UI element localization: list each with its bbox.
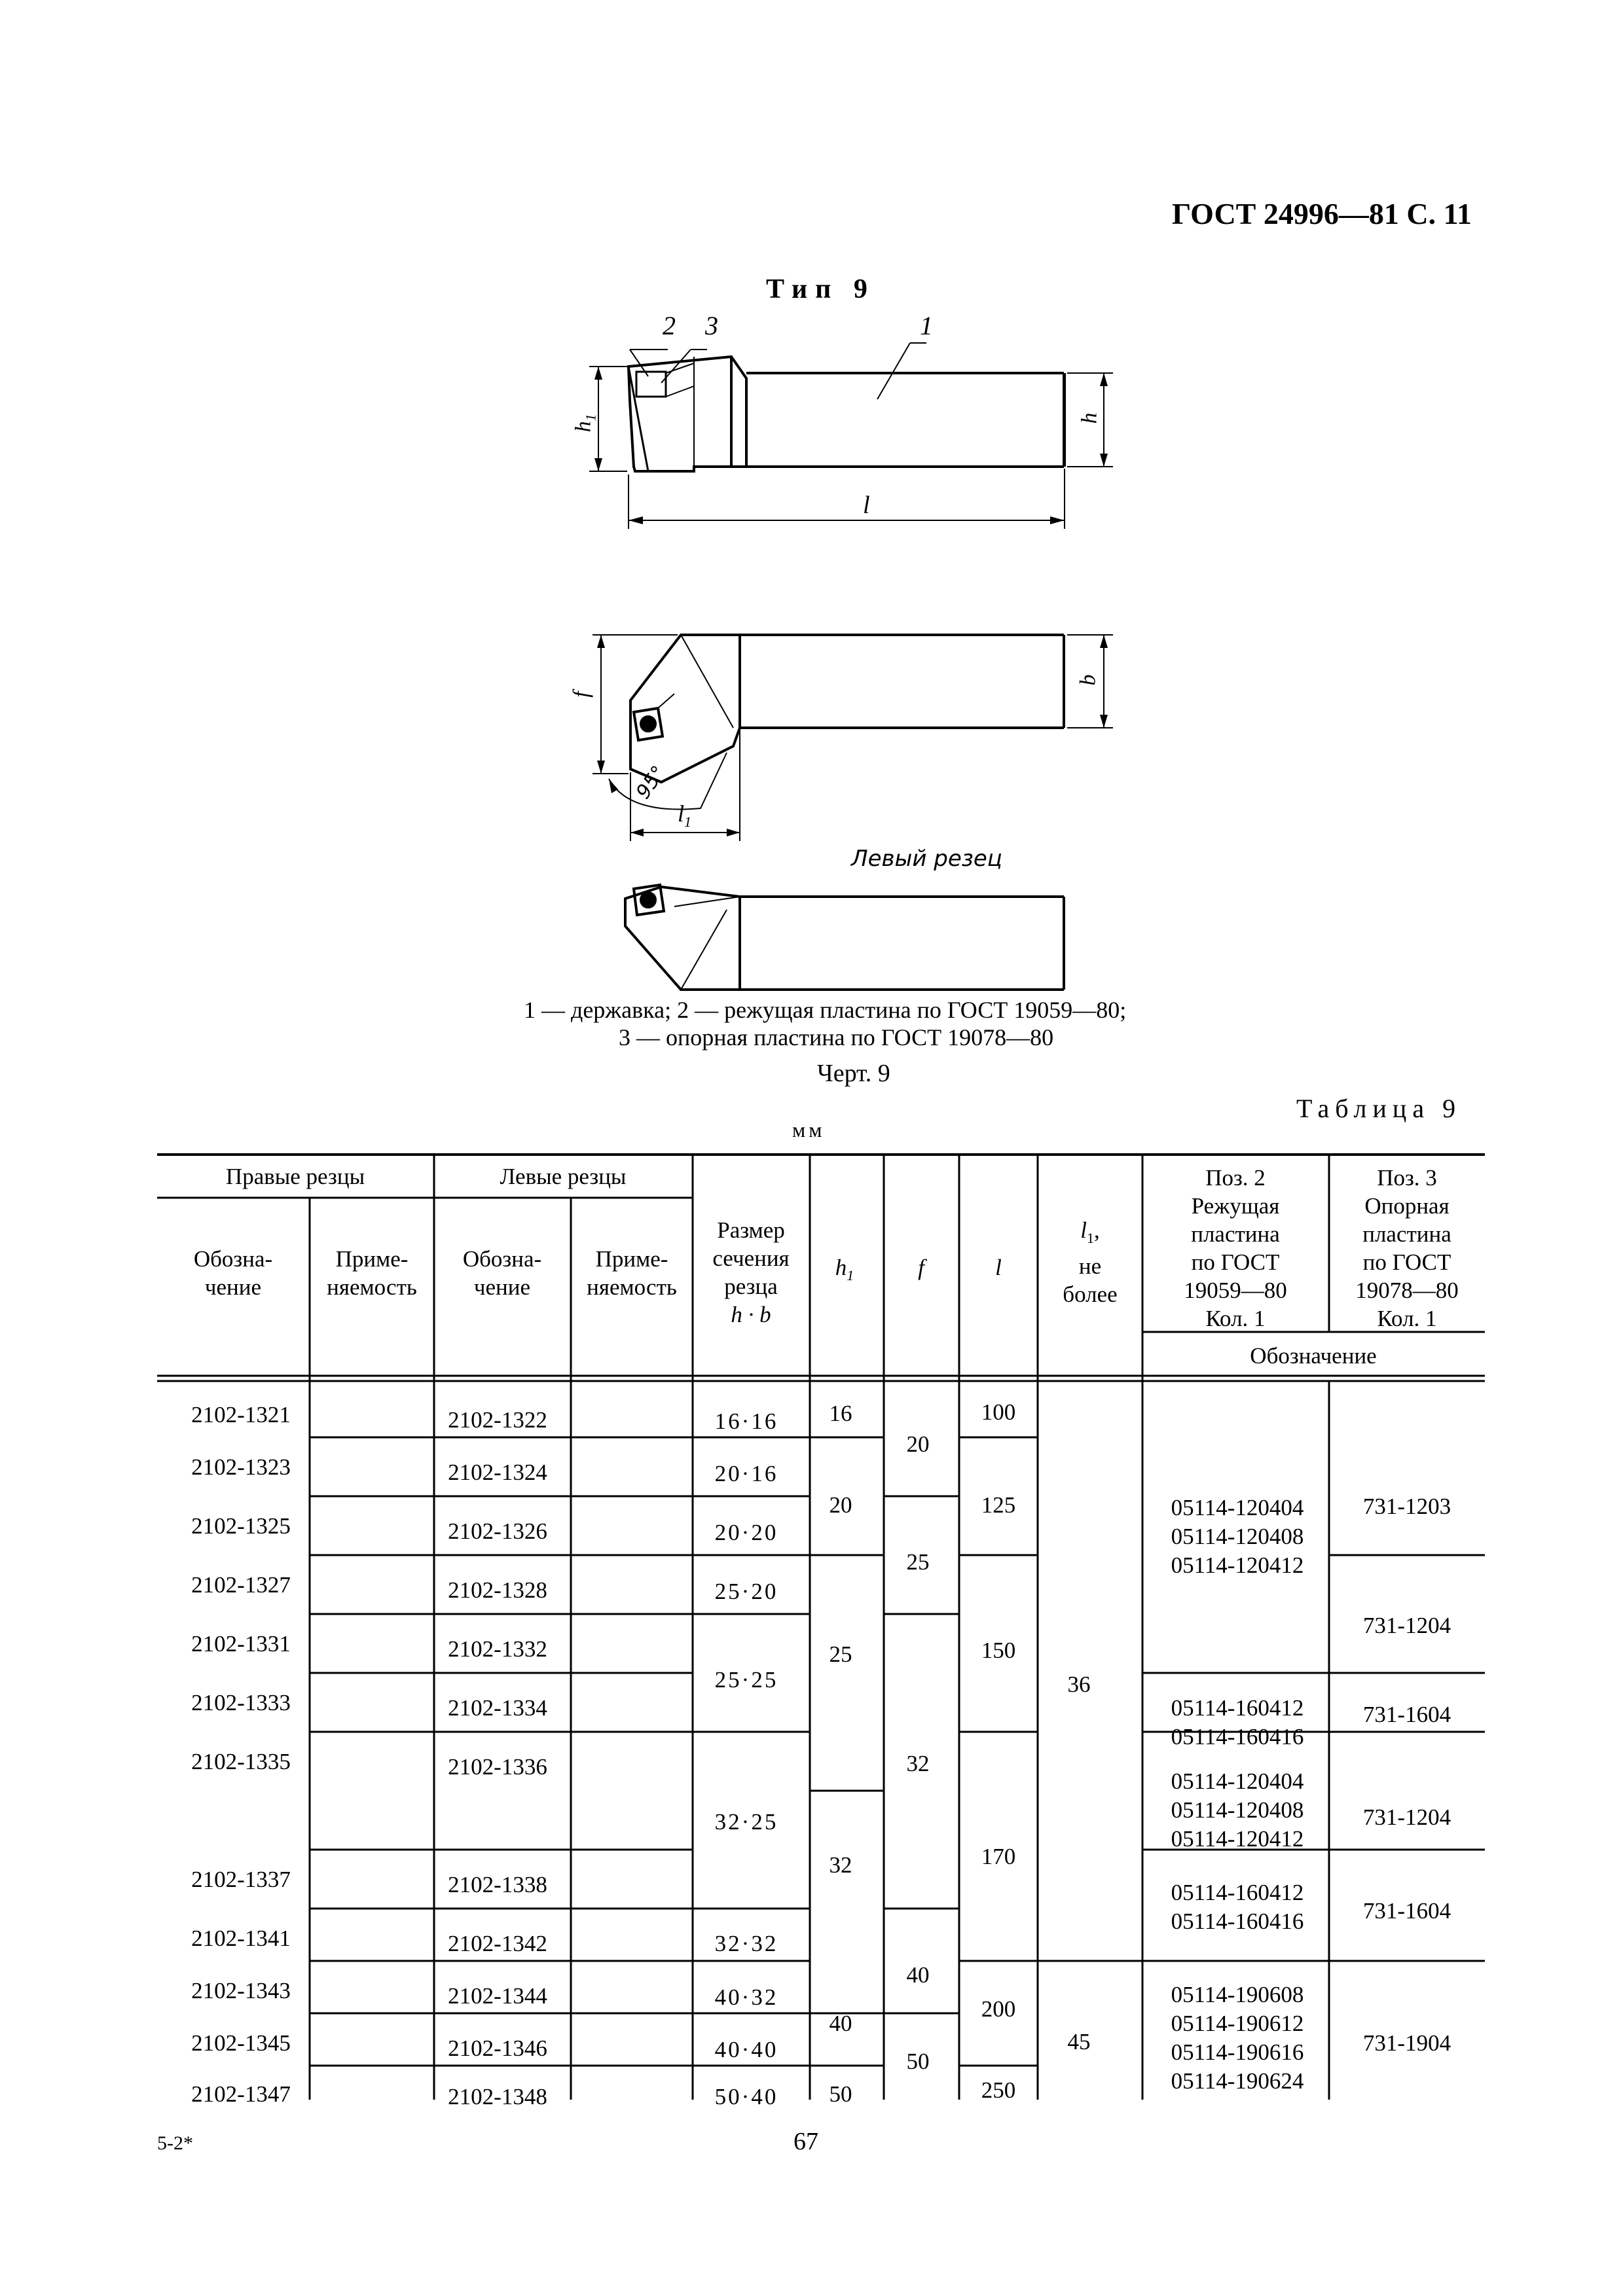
cell-left-designation: 2102-1322 xyxy=(448,1407,547,1433)
cell-right-designation: 2102-1337 xyxy=(191,1867,291,1892)
cell-right-designation: 2102-1321 xyxy=(191,1402,291,1427)
cell-left-designation: 2102-1346 xyxy=(448,2036,547,2061)
table-units: мм xyxy=(792,1118,826,1141)
cell-h1: 40 xyxy=(829,2011,852,2036)
cell-size: 20·20 xyxy=(714,1520,778,1545)
header-right-applicability: Приме- няемость xyxy=(327,1246,417,1300)
dim-label-b: b xyxy=(1076,674,1101,686)
cell-right-designation: 2102-1327 xyxy=(191,1572,291,1598)
dim-label-l1: $l_1$ xyxy=(678,800,692,831)
header-size: Размер сечения резца xyxy=(712,1217,790,1299)
header-l: l xyxy=(995,1255,1002,1280)
header-designation-common: Обозначение xyxy=(1250,1343,1377,1369)
cell-size: 25·25 xyxy=(714,1667,778,1693)
cell-pos3: 731-1604 xyxy=(1362,1702,1451,1727)
cell-f: 50 xyxy=(906,2049,930,2074)
header-pos3: Поз. 3 Опорная пластина по ГОСТ 19078—80 Кол. 1 xyxy=(1355,1165,1459,1331)
cell-left-designation: 2102-1334 xyxy=(448,1695,547,1721)
cell-size: 25·20 xyxy=(714,1579,778,1604)
figure-caption-line1: 1 — державка; 2 — режущая пластина по ГОСТ 19059—80; xyxy=(524,997,1127,1023)
cell-right-designation: 2102-1331 xyxy=(191,1631,291,1657)
cell-right-designation: 2102-1347 xyxy=(191,2081,291,2107)
cell-pos3: 731-1904 xyxy=(1362,2030,1451,2056)
cell-f: 32 xyxy=(906,1751,930,1776)
cell-h1: 50 xyxy=(829,2081,852,2107)
cell-l: 100 xyxy=(981,1399,1016,1425)
cell-size: 50·40 xyxy=(714,2084,778,2109)
header-h1: $h_1$ xyxy=(835,1255,854,1283)
cell-left-designation: 2102-1342 xyxy=(448,1931,547,1956)
cell-l: 250 xyxy=(981,2077,1016,2103)
cell-f: 20 xyxy=(906,1431,930,1457)
cell-left-designation: 2102-1328 xyxy=(448,1577,547,1603)
dim-label-h: h xyxy=(1077,412,1102,424)
cell-size: 16·16 xyxy=(714,1408,778,1434)
cell-pos2: 05114-120404 05114-120408 05114-120412 xyxy=(1171,1768,1304,1852)
cell-right-designation: 2102-1325 xyxy=(191,1513,291,1539)
cell-pos3: 731-1204 xyxy=(1362,1613,1451,1638)
page-number: 67 xyxy=(793,2128,818,2155)
header-f: f xyxy=(918,1255,924,1280)
cell-h1: 20 xyxy=(829,1492,852,1518)
cell-left-designation: 2102-1336 xyxy=(448,1754,547,1780)
cell-right-designation: 2102-1335 xyxy=(191,1749,291,1774)
cell-l: 150 xyxy=(981,1638,1016,1663)
cell-left-designation: 2102-1348 xyxy=(448,2084,547,2109)
cell-l: 170 xyxy=(981,1844,1016,1869)
dim-label-h1: $h_1$ xyxy=(571,414,599,433)
cell-pos3: 731-1203 xyxy=(1362,1494,1451,1519)
callout-1: 1 xyxy=(920,311,933,340)
cell-h1: 25 xyxy=(829,1641,852,1667)
footer-sheet-mark: 5-2* xyxy=(157,2132,193,2154)
cell-size: 32·32 xyxy=(714,1931,778,1956)
cell-l1: 36 xyxy=(1067,1672,1091,1697)
cell-l: 125 xyxy=(981,1492,1016,1518)
figure-type-title: Тип 9 xyxy=(766,274,875,304)
cell-pos2: 05114-160412 05114-160416 xyxy=(1171,1695,1304,1749)
cell-right-designation: 2102-1323 xyxy=(191,1454,291,1480)
cell-pos2: 05114-120404 05114-120408 05114-120412 xyxy=(1171,1495,1304,1578)
cell-l1: 45 xyxy=(1067,2029,1091,2054)
table-label: Таблица 9 xyxy=(1296,1094,1462,1123)
cell-size: 40·40 xyxy=(714,2037,778,2062)
cell-pos2: 05114-160412 05114-160416 xyxy=(1171,1880,1304,1934)
cell-h1: 32 xyxy=(829,1852,852,1878)
figure-caption-line2: 3 — опорная пластина по ГОСТ 19078—80 xyxy=(619,1024,1054,1050)
cell-h1: 16 xyxy=(829,1401,852,1426)
cell-right-designation: 2102-1345 xyxy=(191,2030,291,2056)
callout-3: 3 xyxy=(705,311,718,340)
cell-f: 25 xyxy=(906,1549,930,1575)
header-right-cutters: Правые резцы xyxy=(225,1164,365,1189)
dim-label-angle: 95° xyxy=(632,761,671,804)
cell-left-designation: 2102-1338 xyxy=(448,1872,547,1897)
cell-f: 40 xyxy=(906,1962,930,1988)
cell-left-designation: 2102-1332 xyxy=(448,1636,547,1662)
header-left-cutters: Левые резцы xyxy=(500,1164,627,1189)
cell-size: 40·32 xyxy=(714,1984,778,2010)
cell-pos2: 05114-190608 05114-190612 05114-190616 05114-190624 xyxy=(1171,1982,1304,2094)
page-header: ГОСТ 24996—81 С. 11 xyxy=(1172,197,1472,230)
cell-right-designation: 2102-1343 xyxy=(191,1978,291,2003)
drawing-plan-view xyxy=(593,635,1113,841)
dim-label-f: f xyxy=(569,691,594,698)
cell-left-designation: 2102-1324 xyxy=(448,1460,547,1485)
dim-label-l: l xyxy=(863,492,870,519)
header-size-formula: h · b xyxy=(731,1302,771,1327)
header-left-applicability: Приме- няемость xyxy=(587,1246,677,1300)
cell-left-designation: 2102-1344 xyxy=(448,1983,547,2009)
callout-2: 2 xyxy=(663,311,676,340)
figure-label: Черт. 9 xyxy=(817,1060,890,1087)
header-pos2: Поз. 2 Режущая пластина по ГОСТ 19059—80 Кол. 1 xyxy=(1184,1165,1287,1331)
cell-right-designation: 2102-1341 xyxy=(191,1926,291,1951)
cell-size: 20·16 xyxy=(714,1461,778,1486)
cell-l: 200 xyxy=(981,1996,1016,2022)
cell-right-designation: 2102-1333 xyxy=(191,1690,291,1715)
cell-pos3: 731-1204 xyxy=(1362,1804,1451,1830)
drawing-side-view xyxy=(589,343,1113,529)
cell-left-designation: 2102-1326 xyxy=(448,1518,547,1544)
cell-pos3: 731-1604 xyxy=(1362,1898,1451,1924)
drawing-left-cutter xyxy=(625,885,1064,990)
cell-size: 32·25 xyxy=(714,1809,778,1835)
header-right-designation: Обозна- чение xyxy=(193,1246,273,1300)
left-cutter-caption: Левый резец xyxy=(851,846,1002,872)
header-l1: $l_1$, не более xyxy=(1063,1217,1118,1307)
header-left-designation: Обозна- чение xyxy=(462,1246,542,1300)
